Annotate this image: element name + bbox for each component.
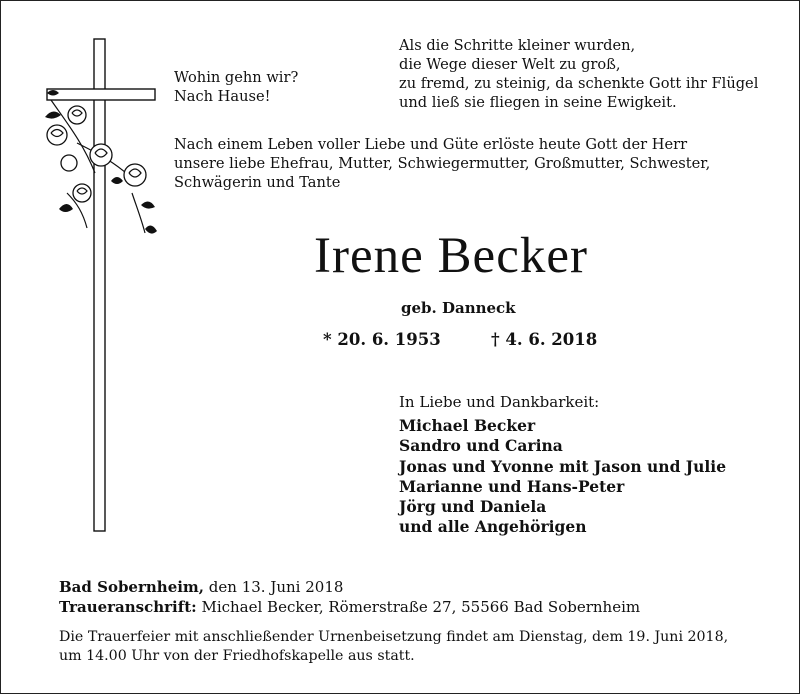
intro-line: unsere liebe Ehefrau, Mutter, Schwiegermutter, Großmutter, Schwester, — [174, 155, 711, 172]
quote-right-line: und ließ sie fliegen in seine Ewigkeit. — [399, 94, 677, 111]
family-member: Jonas und Yvonne mit Jason und Julie — [399, 456, 727, 476]
date-text: den 13. Juni 2018 — [204, 578, 344, 596]
family-member: Michael Becker — [399, 416, 536, 435]
address-text: Michael Becker, Römerstraße 27, 55566 Bad Sobernheim — [196, 598, 641, 616]
family-block — [399, 393, 726, 538]
quote-right — [399, 36, 758, 112]
cross-with-roses-icon — [37, 33, 167, 538]
intro-paragraph — [174, 135, 710, 192]
ceremony-line: um 14.00 Uhr von der Friedhofskapelle aus statt. — [59, 648, 415, 664]
intro-line: Nach einem Leben voller Liebe und Güte erlöste heute Gott der Herr — [174, 136, 688, 153]
quote-left — [174, 68, 298, 106]
quote-left-line: Nach Hause! — [174, 88, 271, 105]
quote-right-line: die Wege dieser Welt zu groß, — [399, 56, 621, 73]
place: Bad Sobernheim, — [59, 578, 205, 596]
family-member: Jörg und Daniela — [399, 497, 547, 517]
family-member: Sandro und Carina — [399, 436, 563, 456]
quote-left-line: Wohin gehn wir? — [174, 69, 299, 86]
place-date-line — [59, 578, 343, 597]
ceremony-info — [59, 628, 728, 666]
quote-right-line: zu fremd, zu steinig, da schenkte Gott ihr Flügel — [399, 75, 759, 92]
intro-line: Schwägerin und Tante — [174, 174, 341, 191]
deceased-name: Irene Becker — [314, 228, 588, 284]
ceremony-line: Die Trauerfeier mit anschließender Urnenbeisetzung findet am Dienstag, dem 19. Juni 2018, — [59, 629, 729, 645]
address-label: Traueranschrift: — [59, 598, 197, 616]
family-member: und alle Angehörigen — [399, 517, 587, 537]
family-heading: In Liebe und Dankbarkeit: — [399, 393, 600, 411]
death-date: † 4. 6. 2018 — [491, 330, 598, 349]
maiden-name: geb. Danneck — [401, 299, 516, 317]
birth-date: * 20. 6. 1953 — [323, 330, 441, 349]
address-line — [59, 598, 640, 617]
quote-right-line: Als die Schritte kleiner wurden, — [399, 37, 636, 54]
family-member: Marianne und Hans-Peter — [399, 476, 625, 496]
